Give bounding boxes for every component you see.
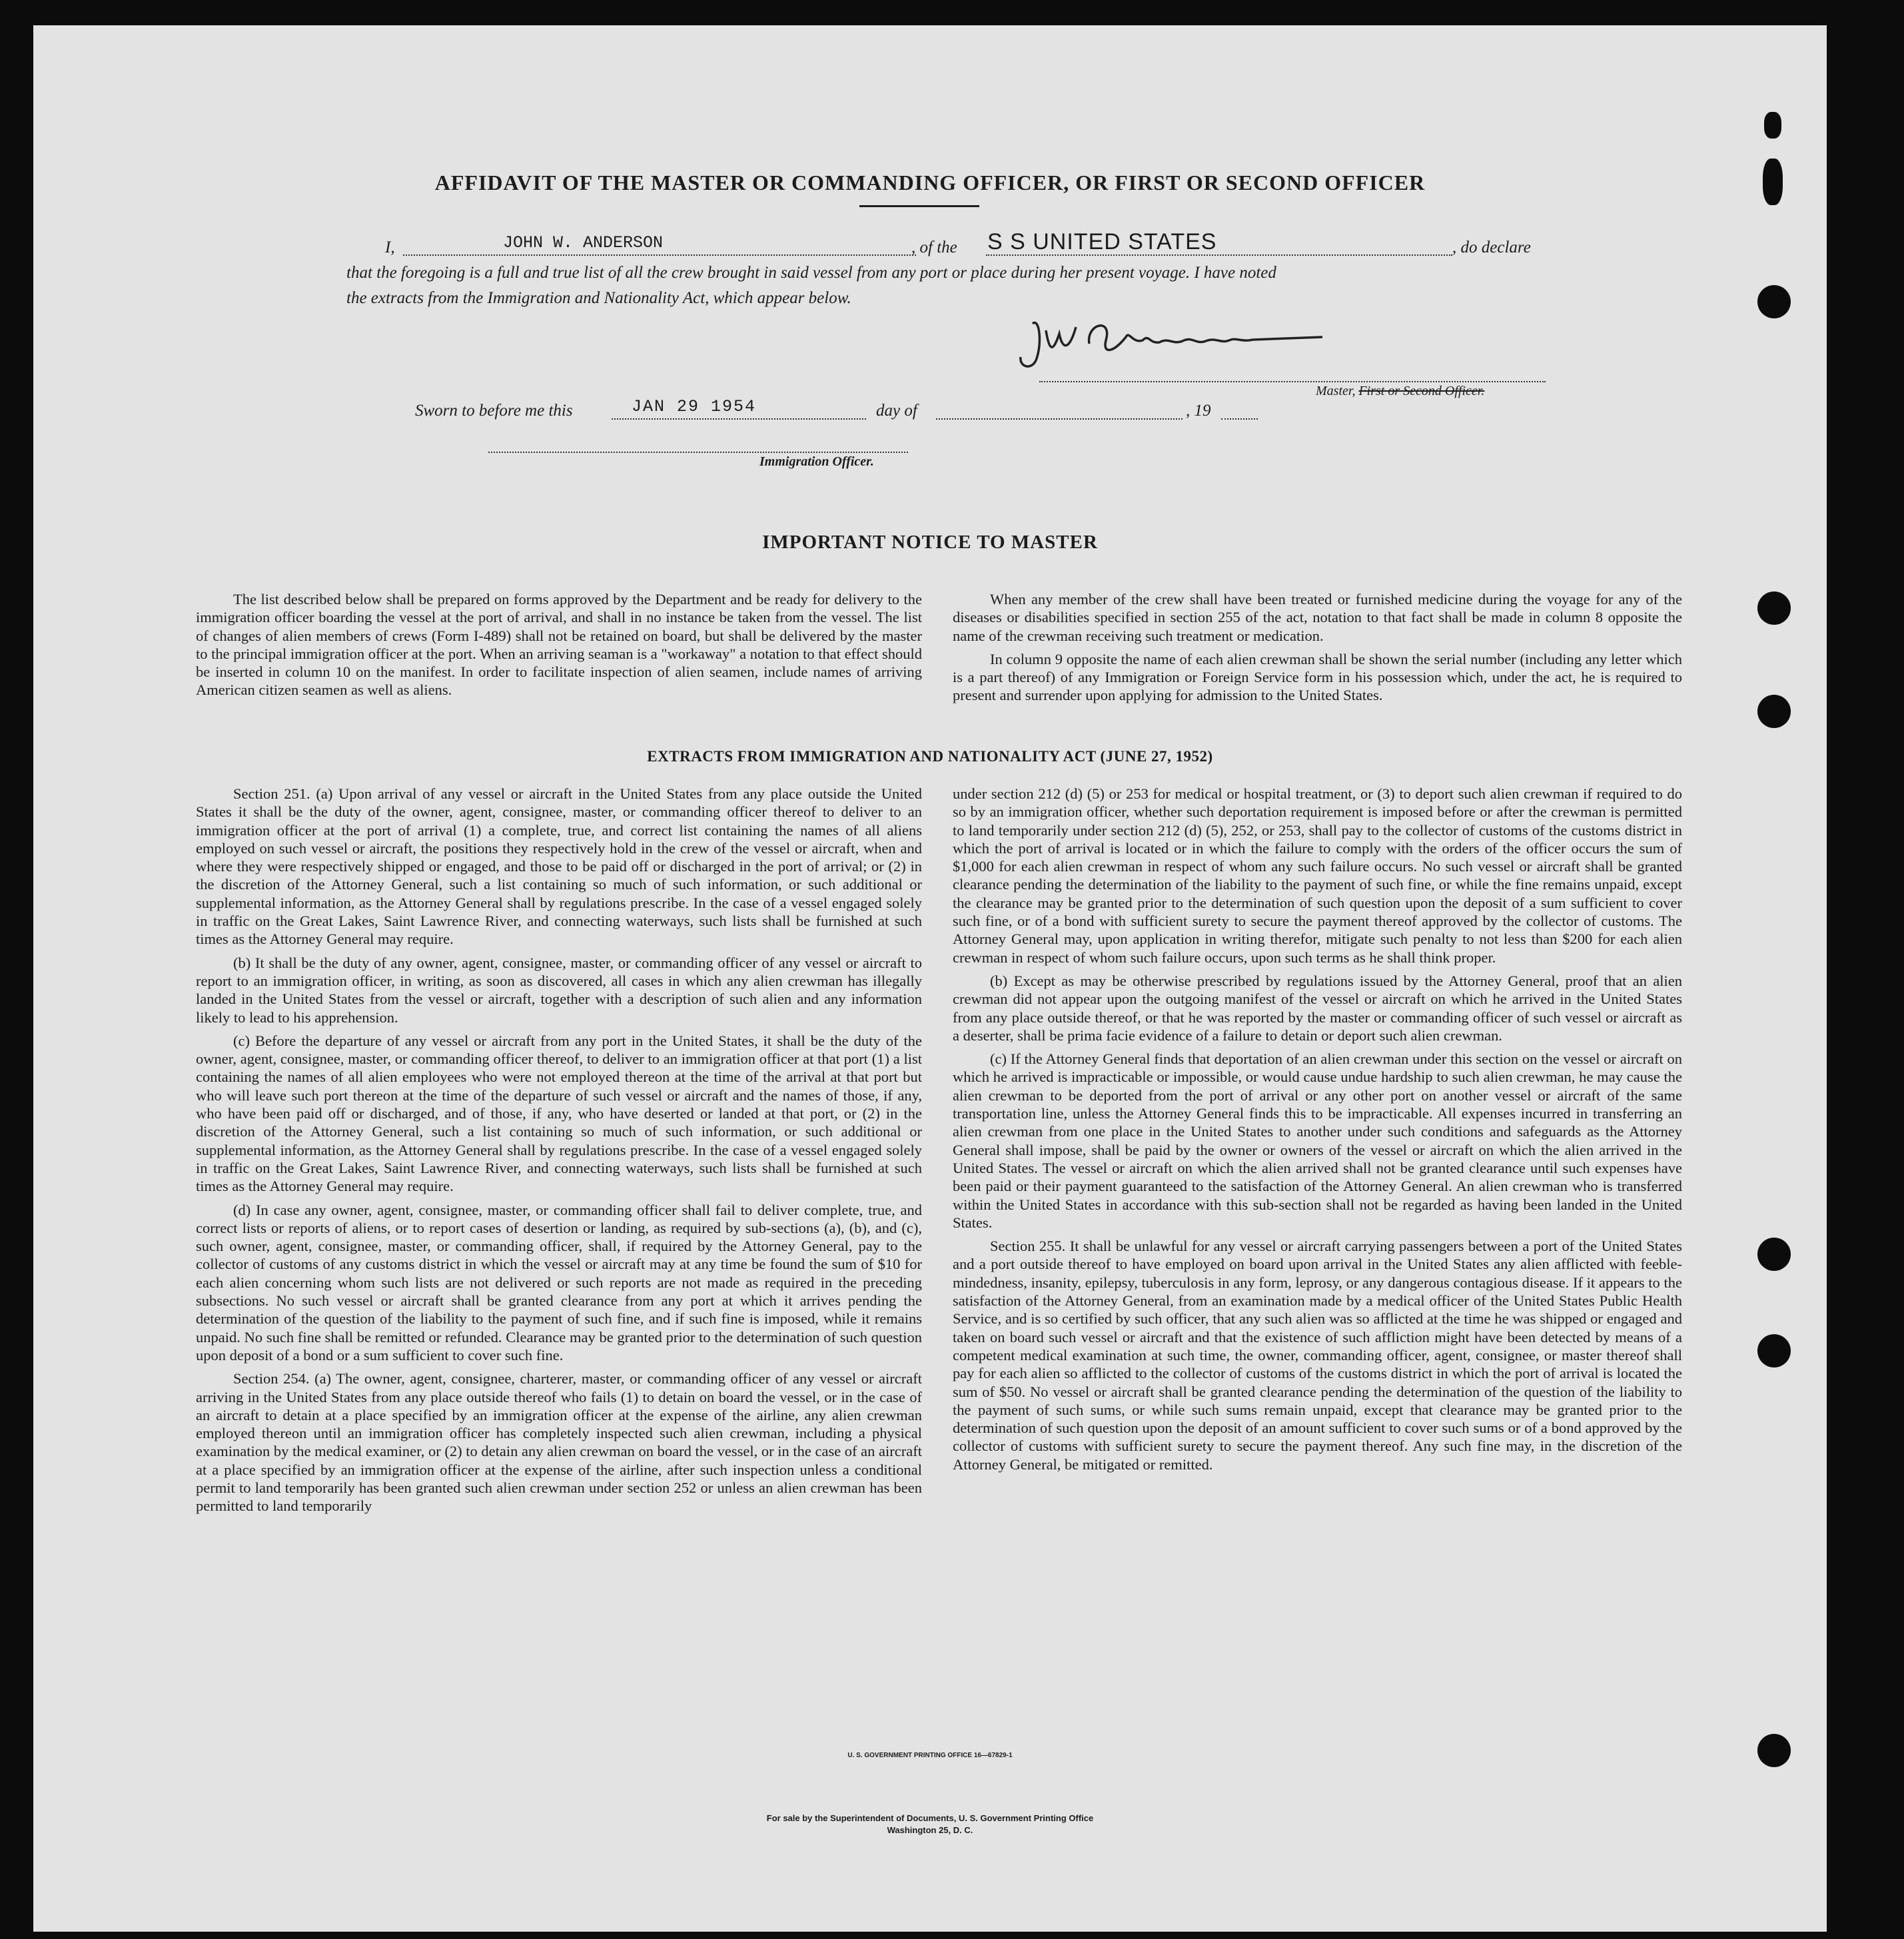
punch-hole	[1757, 695, 1791, 728]
signer-title-master: Master,	[1316, 384, 1356, 398]
title-rule	[859, 205, 979, 207]
printing-office-imprint: U. S. GOVERNMENT PRINTING OFFICE 16—67829-1	[847, 1752, 1013, 1759]
day-of-label: day of	[876, 402, 917, 420]
notice-title: IMPORTANT NOTICE TO MASTER	[762, 532, 1098, 553]
sale-notice	[33, 1812, 1827, 1836]
extracts-title: EXTRACTS FROM IMMIGRATION AND NATIONALITY ACT (JUNE 27, 1952)	[647, 748, 1213, 765]
notice-right-column	[953, 590, 1682, 710]
signature-scribble	[1013, 304, 1332, 384]
declarant-prefix: I,	[385, 238, 395, 256]
sworn-date: JAN 29 1954	[632, 397, 757, 416]
punch-hole	[1757, 591, 1791, 625]
section-paragraph: Section 255. It shall be unlawful for any vessel or aircraft carrying passengers between a port of the United States and a port outside thereof to have employed on board upon arrival in the United States any alien afflicted with feeble-mindedness, insanity, epilepsy, tuberculosis in any form, leprosy, or any dangerous contagious disease. If it appears to the satisfaction of the Attorney General, from an examination made by a medical officer of the United States Public Health Service, and is so certified by such officer, that any such alien was so afflicted at the time he was shipped or engaged and taken on board such vessel or aircraft and that the existence of such affliction might have been detected by means of a competent medical examination at such time, the owner, commanding officer, agent, consignee, or master thereof shall pay for each alien so afflicted to the collector of customs of the customs district in which the port of arrival is located the sum of $50. No vessel or aircraft shall be granted clearance pending the determination of the question of the liability to the payment of such sums, or while such sums remain unpaid, except that clearance may be granted prior to the determination of such question upon the deposit of an amount sufficient to cover such sums or of a bond approved by the collector of customs with sufficient surety to secure the payment thereof. Any such fine may, in the discretion of the Attorney General, be mitigated or remitted.	[953, 1238, 1682, 1473]
section-paragraph: Section 251. (a) Upon arrival of any vessel or aircraft in the United States from any place outside the United States it shall be the duty of the owner, agent, consignee, master, or commanding officer thereof to deliver to an immigration officer at the port of arrival (1) a complete, true, and correct list containing the names of all aliens employed on such vessel or aircraft, the positions they respectively hold in the crew of the vessel or aircraft, when and where they were respectively shipped or engaged, and those to be paid off or discharged in the port of arrival; or (2) in the discretion of the Attorney General, such a list containing so much of such information, or such additional or supplemental information, as the Attorney General shall by regulations prescribe. In the case of a vessel engaged solely in traffic on the Great Lakes, Saint Lawrence River, and connecting waterways, such lists shall be furnished at such times as the Attorney General may require.	[196, 785, 922, 948]
vessel-name: S S UNITED STATES	[987, 229, 1217, 254]
signer-title-struck: First or Second Officer.	[1358, 384, 1485, 398]
affidavit-body-line-1: that the foregoing is a full and true list of all the crew brought in said vessel from any port or place during her present voyage. I have noted	[346, 264, 1276, 282]
form-page	[33, 25, 1827, 1932]
notice-left-column	[196, 590, 922, 705]
affidavit-body-line-2: the extracts from the Immigration and Nationality Act, which appear below.	[346, 289, 851, 307]
section-paragraph: (c) If the Attorney General finds that deportation of an alien crewman under this section on the vessel or aircraft on which he arrived is impracticable or impossible, or would cause undue hardship to such alien crewman, he may cause the alien crewman to be deported from the port of arrival or any other port on another vessel or aircraft of the same transportation line, unless the Attorney General finds this to be impracticable. All expenses incurred in transferring an alien crewman from one place in the United States to another under such conditions and safeguards as the Attorney General shall impose, shall be paid by the owner or owners of the vessel or aircraft on which the alien arrived in the United States. The vessel or aircraft on which the alien arrived shall not be granted clearance until such expenses have been paid or their payment guaranteed to the satisfaction of the Attorney General. An alien crewman who is transferred within the United States in accordance with this sub-section shall not be regarded as having been landed in the United States.	[953, 1050, 1682, 1231]
year-line	[1221, 418, 1258, 420]
sale-notice-line: Washington 25, D. C.	[887, 1825, 973, 1835]
punch-hole	[1757, 285, 1791, 318]
notice-paragraph: When any member of the crew shall have been treated or furnished medicine during the voyage for any of the diseases or disabilities specified in section 255 of the act, notation to that fact shall be made in column 8 opposite the name of the crewman receiving such treatment or medication.	[953, 591, 1682, 644]
section-paragraph: (b) Except as may be otherwise prescribed by regulations issued by the Attorney General, proof that an alien crewman did not appear upon the outgoing manifest of the vessel or aircraft on which he arrived in the United States from any place outside thereof, or that he was reported by the master or commanding officer of such vessel or aircraft as a deserter, shall be prima facie evidence of a failure to detain or deport such alien crewman.	[953, 972, 1682, 1044]
section-paragraph: (d) In case any owner, agent, consignee, master, or commanding officer shall fail to deliver complete, true, and correct lists or reports of aliens, or to report cases of desertion or landing, as required by sub-sections (a), (b), and (c), such owner, agent, consignee, master, or commanding officer, shall, if required by the Attorney General, pay to the collector of customs of any customs district in which the vessel or aircraft may at any time be found the sum of $10 for each alien concerning whom such lists are not delivered or such reports are not made as required in the preceding subsections. No such vessel or aircraft shall be granted clearance from any port at which it arrives pending the determination of the question of the liability to the payment of such fine, and if such fine is imposed, while it remains unpaid. No such fine shall be remitted or refunded. Clearance may be granted prior to the determination of such question upon deposit of a bond or a sum sufficient to cover such fine.	[196, 1201, 922, 1363]
extracts-left-column	[196, 785, 922, 1521]
sworn-date-line	[612, 418, 866, 420]
section-paragraph: (c) Before the departure of any vessel or aircraft from any port in the United States, it shall be the duty of the owner, agent, consignee, master, or commanding officer thereof, to deliver to an immigration officer at that port (1) a list containing the names of all alien employees who were not employed thereon at the time of the arrival at that port but who will leave such port thereon at the time of the departure of such vessel or aircraft and the names of those, if any, who have been paid off or discharged, and of those, if any, who have deserted or landed at that port, or (2) in the discretion of the Attorney General, such a list containing so much of such information, or such additional or supplemental information, as the Attorney General shall by regulations prescribe. In the case of a vessel engaged solely in traffic on the Great Lakes, Saint Lawrence River, and connecting waterways, such lists shall be furnished at such times as the Attorney General may require.	[196, 1032, 922, 1195]
extracts-right-column	[953, 785, 1682, 1479]
declarant-name: JOHN W. ANDERSON	[503, 233, 664, 252]
sale-notice-line: For sale by the Superintendent of Documents, U. S. Government Printing Office	[766, 1813, 1094, 1823]
signature-line	[1039, 381, 1546, 382]
affidavit-title: AFFIDAVIT OF THE MASTER OR COMMANDING OFFICER, OR FIRST OR SECOND OFFICER	[434, 171, 1426, 194]
day-line	[936, 418, 1183, 420]
punch-hole	[1757, 1734, 1791, 1767]
punch-hole	[1757, 1334, 1791, 1367]
section-paragraph: (b) It shall be the duty of any owner, agent, consignee, master, or commanding officer of any vessel or aircraft to report to an immigration officer, in writing, as soon as discovered, all cases in which any alien crewman has illegally landed in the United States from the vessel or aircraft, together with a description of such alien and any information likely to lead to his apprehension.	[196, 954, 922, 1026]
declare-suffix: , do declare	[1452, 238, 1531, 256]
officer-label: Immigration Officer.	[759, 454, 874, 469]
vessel-prefix: , of the	[911, 238, 957, 256]
signer-title	[1316, 384, 1484, 399]
signature	[1013, 304, 1332, 387]
notice-paragraph: The list described below shall be prepared on forms approved by the Department and be ready for delivery to the immigration officer boarding the vessel at the port of arrival, and shall in no instance be taken from the vessel. The list of changes of alien members of crews (Form I-489) shall not be retained on board, but shall be delivered by the master to the principal immigration officer at the port. When an arriving seaman is a "workaway" a notation to that effect should be inserted in column 10 on the manifest. In order to facilitate inspection of alien seamen, include names of arriving American citizen seamen as well as aliens.	[196, 591, 922, 699]
binding-mark	[1764, 112, 1781, 139]
officer-signature-line	[488, 452, 908, 453]
sworn-prefix: Sworn to before me this	[415, 402, 573, 420]
punch-hole	[1757, 1238, 1791, 1271]
section-paragraph: under section 212 (d) (5) or 253 for medical or hospital treatment, or (3) to deport such alien crewman if required to do so by an immigration officer, whether such deportation requirement is imposed before or after the crewman is permitted to land temporarily under section 212 (d) (5), 252, or 253, shall pay to the collector of customs of the customs district in which the port of arrival is located or in which the failure to comply with the orders of the officer occurs the sum of $1,000 for each alien crewman in respect of whom any such failure occurs. No such vessel or aircraft shall be granted clearance pending the determination of the liability to the payment of such fine, or while the fine remains unpaid, except the clearance may be granted prior to the determination of such question upon the deposit of a sum sufficient to cover such fine, or of a bond with sufficient surety to secure the payment thereof approved by the collector of customs. The Attorney General may, upon application in writing therefor, mitigate such penalty to not less than $200 for each alien crewman in respect of whom such failure occurs, upon such terms as he shall think proper.	[953, 785, 1682, 966]
section-paragraph: Section 254. (a) The owner, agent, consignee, charterer, master, or commanding officer of any vessel or aircraft arriving in the United States from any place outside thereof who fails (1) to detain on board the vessel, or in the case of an aircraft to detain at a place specified by an immigration officer at the expense of the airline, any alien crewman employed thereon until an immigration officer has completely inspected such alien crewman, including a physical examination by the medical examiner, or (2) to detain any alien crewman on board the vessel, or in the case of an aircraft at a place specified by an immigration officer at the expense of the airline, after such inspection unless a conditional permit to land temporarily has been granted such alien crewman under section 252 or unless an alien crewman has been permitted to land temporarily	[196, 1370, 922, 1515]
declarant-line	[403, 254, 916, 256]
year-prefix: , 19	[1186, 402, 1211, 420]
notice-paragraph: In column 9 opposite the name of each alien crewman shall be shown the serial number (including any letter which is a part thereof) of any Immigration or Foreign Service form in his possession which, under the act, he is required to present and surrender upon applying for admission to the United States.	[953, 650, 1682, 704]
